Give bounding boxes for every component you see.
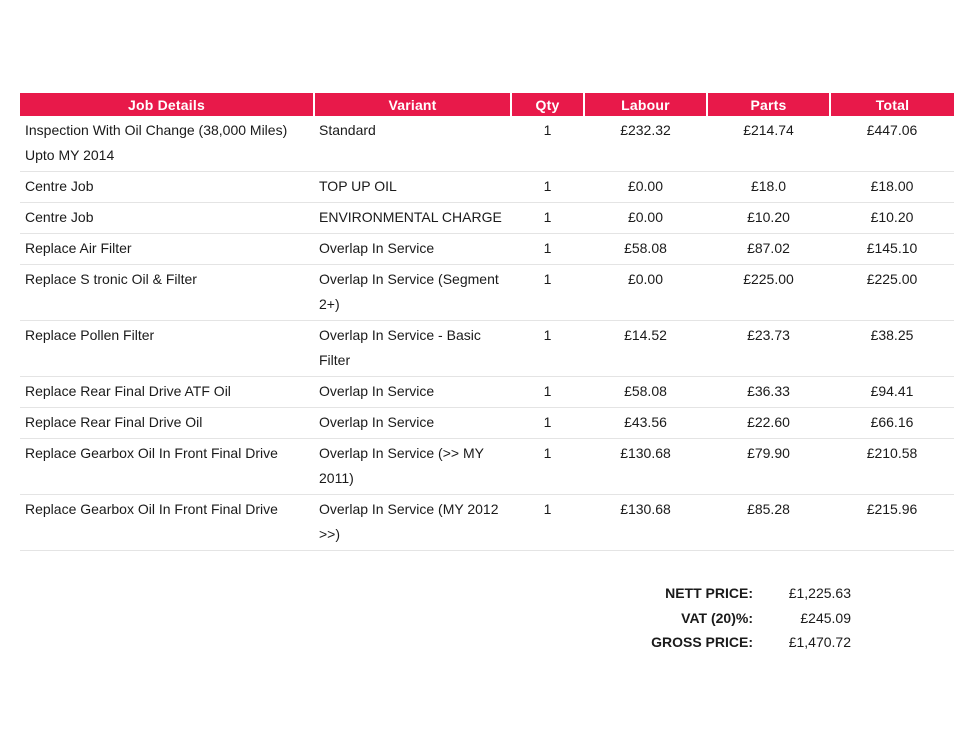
total-cell: £225.00 — [830, 265, 954, 321]
total-cell: £94.41 — [830, 377, 954, 408]
table-row — [20, 234, 954, 265]
labour-cell: £0.00 — [584, 265, 707, 321]
total-cell: £66.16 — [830, 408, 954, 439]
parts-cell: £36.33 — [707, 377, 830, 408]
total-cell: £18.00 — [830, 172, 954, 203]
total-cell: £145.10 — [830, 234, 954, 265]
header-qty: Qty — [511, 93, 584, 116]
qty-cell: 1 — [511, 265, 584, 321]
parts-cell: £225.00 — [707, 265, 830, 321]
qty-cell: 1 — [511, 321, 584, 377]
qty-cell: 1 — [511, 408, 584, 439]
qty-cell: 1 — [511, 116, 584, 172]
variant-cell: Overlap In Service (>> MY 2011) — [314, 439, 511, 495]
qty-cell: 1 — [511, 377, 584, 408]
header-variant: Variant — [314, 93, 511, 116]
variant-cell: Overlap In Service - Basic Filter — [314, 321, 511, 377]
header-job-details: Job Details — [20, 93, 314, 116]
table-row — [20, 172, 954, 203]
job-details-cell: Replace S tronic Oil & Filter — [20, 265, 314, 321]
price-summary — [630, 581, 851, 655]
parts-cell: £87.02 — [707, 234, 830, 265]
qty-cell: 1 — [511, 495, 584, 551]
header-labour: Labour — [584, 93, 707, 116]
vat-value: £245.09 — [800, 609, 851, 626]
variant-cell: Overlap In Service — [314, 234, 511, 265]
gross-price-row — [630, 630, 851, 655]
nett-price-label: NETT PRICE: — [665, 585, 753, 601]
parts-cell: £23.73 — [707, 321, 830, 377]
header-total: Total — [830, 93, 954, 116]
variant-cell: Overlap In Service — [314, 377, 511, 408]
parts-cell: £85.28 — [707, 495, 830, 551]
labour-cell: £0.00 — [584, 203, 707, 234]
job-details-cell: Centre Job — [20, 203, 314, 234]
qty-cell: 1 — [511, 172, 584, 203]
parts-cell: £22.60 — [707, 408, 830, 439]
qty-cell: 1 — [511, 203, 584, 234]
job-details-cell: Replace Air Filter — [20, 234, 314, 265]
labour-cell: £232.32 — [584, 116, 707, 172]
table-row — [20, 321, 954, 377]
nett-price-row — [630, 581, 851, 606]
job-details-cell: Replace Rear Final Drive Oil — [20, 408, 314, 439]
table-row — [20, 203, 954, 234]
table-row — [20, 495, 954, 551]
qty-cell: 1 — [511, 439, 584, 495]
total-cell: £210.58 — [830, 439, 954, 495]
job-details-cell: Centre Job — [20, 172, 314, 203]
labour-cell: £58.08 — [584, 377, 707, 408]
service-quote-table — [20, 93, 954, 551]
table-row — [20, 439, 954, 495]
labour-cell: £58.08 — [584, 234, 707, 265]
variant-cell: Overlap In Service — [314, 408, 511, 439]
gross-price-label: GROSS PRICE: — [651, 634, 753, 650]
variant-cell: Overlap In Service (Segment 2+) — [314, 265, 511, 321]
variant-cell: TOP UP OIL — [314, 172, 511, 203]
job-details-cell: Inspection With Oil Change (38,000 Miles) Upto MY 2014 — [20, 116, 314, 172]
labour-cell: £0.00 — [584, 172, 707, 203]
variant-cell: ENVIRONMENTAL CHARGE — [314, 203, 511, 234]
parts-cell: £18.0 — [707, 172, 830, 203]
vat-label: VAT (20)%: — [681, 609, 753, 626]
table-row — [20, 265, 954, 321]
gross-price-value: £1,470.72 — [788, 634, 851, 650]
job-details-cell: Replace Gearbox Oil In Front Final Drive — [20, 495, 314, 551]
header-parts: Parts — [707, 93, 830, 116]
job-details-cell: Replace Gearbox Oil In Front Final Drive — [20, 439, 314, 495]
parts-cell: £79.90 — [707, 439, 830, 495]
labour-cell: £130.68 — [584, 495, 707, 551]
header-row — [20, 93, 954, 116]
parts-cell: £10.20 — [707, 203, 830, 234]
table-body — [20, 116, 954, 551]
table-row — [20, 116, 954, 172]
qty-cell: 1 — [511, 234, 584, 265]
total-cell: £38.25 — [830, 321, 954, 377]
total-cell: £10.20 — [830, 203, 954, 234]
table-row — [20, 408, 954, 439]
job-details-cell: Replace Pollen Filter — [20, 321, 314, 377]
nett-price-value: £1,225.63 — [788, 585, 851, 601]
total-cell: £215.96 — [830, 495, 954, 551]
variant-cell: Overlap In Service (MY 2012 >>) — [314, 495, 511, 551]
parts-cell: £214.74 — [707, 116, 830, 172]
labour-cell: £130.68 — [584, 439, 707, 495]
labour-cell: £14.52 — [584, 321, 707, 377]
total-cell: £447.06 — [830, 116, 954, 172]
labour-cell: £43.56 — [584, 408, 707, 439]
table-header — [20, 93, 954, 116]
table-row — [20, 377, 954, 408]
variant-cell: Standard — [314, 116, 511, 172]
job-details-cell: Replace Rear Final Drive ATF Oil — [20, 377, 314, 408]
vat-row — [630, 606, 851, 631]
